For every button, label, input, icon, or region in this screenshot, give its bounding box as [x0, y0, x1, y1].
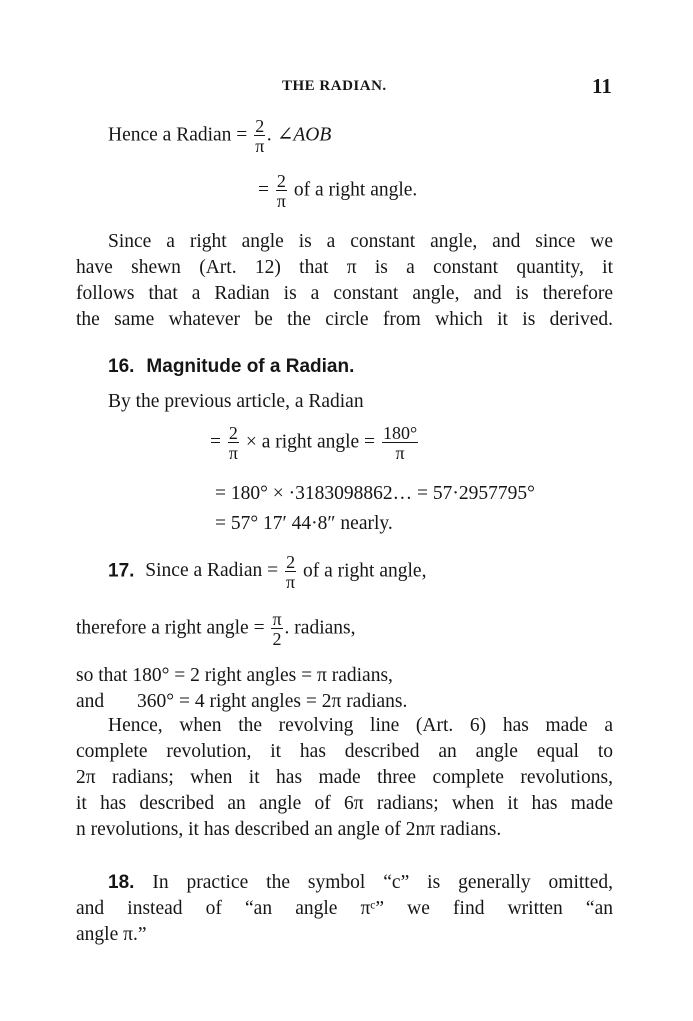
- para1-line: Since a right angle is a constant angle, and since we: [108, 231, 613, 252]
- sec18-line-3: angle π.”: [76, 924, 147, 945]
- sec16-eq-numerator: 2: [228, 423, 238, 443]
- sec17-para-line: n revolutions, it has described an angle of 2nπ radians.: [76, 819, 502, 840]
- section-17-line-3: so that 180° = 2 right angles = π radians,: [76, 665, 393, 686]
- equation-right-angle-fraction: [258, 172, 417, 210]
- sec16-eq-denominator: π: [228, 443, 238, 463]
- sec16-eq-fraction: [228, 424, 239, 462]
- sec18-line-2: and instead of “an angle πᶜ” we find written “an: [76, 898, 613, 919]
- eq1-numerator: 2: [255, 116, 265, 136]
- sec17-l2-fraction: [271, 610, 282, 648]
- sec18-line-1: [76, 870, 613, 896]
- eq2-denominator: π: [276, 191, 286, 211]
- eq1-fraction: [254, 117, 265, 155]
- sec17-para-line: it has described an angle of 6π radians; when it has made: [76, 793, 613, 814]
- section-16-number: 16.: [108, 356, 135, 377]
- section-16-intro: By the previous article, a Radian: [108, 391, 364, 412]
- sec17-l2-numerator: π: [272, 609, 282, 629]
- sec17-l1-tail: of a right angle,: [302, 560, 427, 582]
- section-17-number: 17.: [108, 560, 135, 582]
- eq2-fraction: [276, 172, 287, 210]
- sec17-l2-tail: . radians,: [284, 617, 356, 639]
- sec16-eq-mid: × a right angle =: [245, 431, 376, 453]
- running-title: THE RADIAN.: [282, 78, 387, 94]
- sec16-eq-numerator-2: 180°: [382, 423, 418, 443]
- section-16-heading: [108, 356, 354, 378]
- section-16-title: Magnitude of a Radian.: [146, 356, 355, 377]
- paragraph-constant-angle: [76, 229, 613, 333]
- eq2-tail: of a right angle.: [293, 179, 418, 201]
- section-17-line-1: [108, 553, 426, 591]
- sec17-l2-denominator: 2: [272, 629, 282, 649]
- sec17-para-line: complete revolution, it has described an angle equal to: [76, 741, 613, 762]
- eq1-lead: Hence a Radian =: [108, 124, 248, 146]
- paragraph-revolutions: [76, 713, 613, 843]
- section-16-equation-3: = 57° 17′ 44·8″ nearly.: [215, 513, 393, 534]
- sec17-para-line: 2π radians; when it has made three complete revolutions,: [76, 767, 613, 788]
- equation-radian-definition: [108, 117, 331, 155]
- page-number: 11: [592, 74, 612, 98]
- para1-line: have shewn (Art. 12) that π is a constant quantity, it: [76, 257, 613, 278]
- sec18-line-1-text: In practice the symbol “c” is generally omitted,: [152, 872, 614, 893]
- sec16-eq-lead: =: [210, 431, 221, 453]
- sec17-l1-denominator: π: [286, 572, 296, 592]
- section-17-line-4: [76, 689, 407, 715]
- para1-line: the same whatever be the circle from which it is derived.: [76, 309, 613, 330]
- eq2-numerator: 2: [276, 171, 286, 191]
- sec17-l1-lead: Since a Radian =: [145, 560, 279, 582]
- sec17-l1-fraction: [285, 553, 296, 591]
- section-16-equation-1: [210, 424, 420, 462]
- para1-line: follows that a Radian is a constant angle, and is therefore: [76, 283, 613, 304]
- sec17-l2-lead: therefore a right angle =: [76, 617, 265, 639]
- eq1-tail: . ∠AOB: [267, 124, 332, 146]
- eq2-lead: =: [258, 179, 269, 201]
- section-17-line-2: [76, 610, 355, 648]
- paragraph-section-18: [76, 870, 613, 948]
- sec16-eq-fraction-2: [382, 424, 418, 462]
- sec17-para-line: Hence, when the revolving line (Art. 6) has made a: [108, 715, 613, 736]
- sec17-l4-body: 360° = 4 right angles = 2π radians.: [137, 691, 408, 712]
- sec16-eq-denominator-2: π: [382, 442, 418, 462]
- sec17-l4-lead: and: [76, 691, 105, 712]
- section-16-equation-2: = 180° × ·3183098862… = 57·2957795°: [215, 483, 535, 504]
- section-18-number: 18.: [108, 872, 135, 893]
- sec17-l1-numerator: 2: [286, 552, 296, 572]
- eq1-denominator: π: [255, 136, 265, 156]
